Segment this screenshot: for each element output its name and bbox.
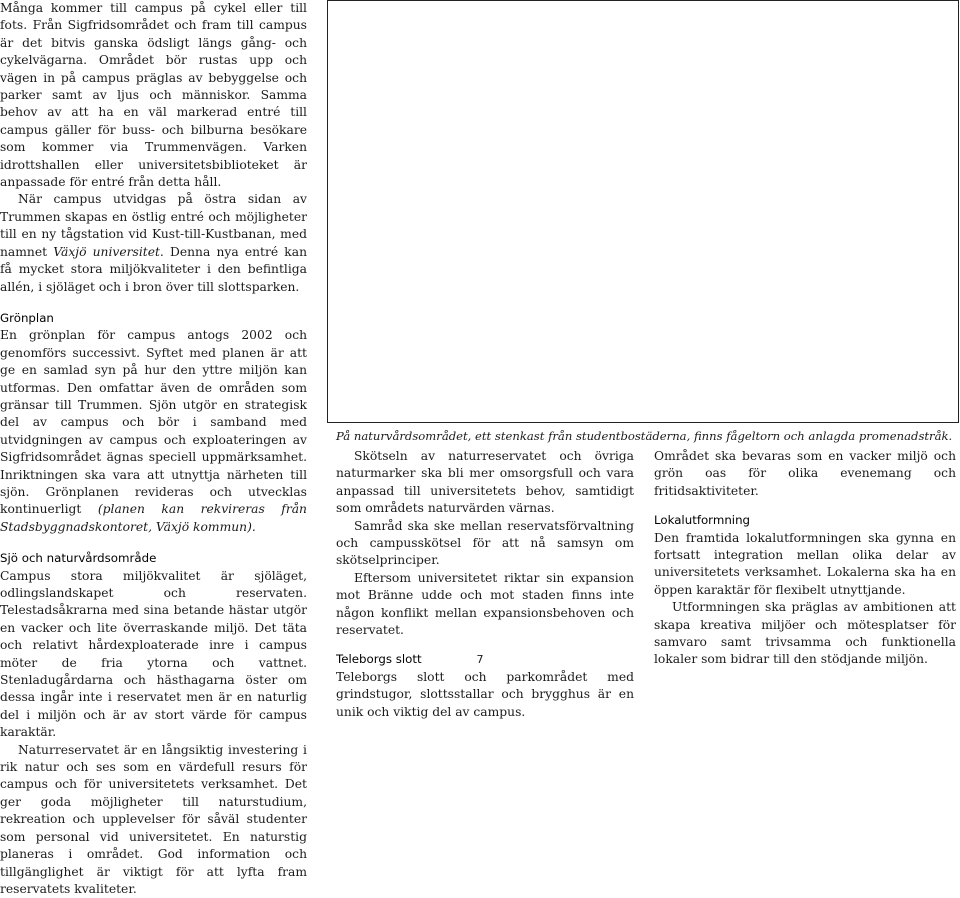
sjo-paragraph: Campus stora miljökvalitet är sjöläget, odlingslandskapet och reservaten. Telestadsåkrarna med sina betande hästar utgör en vacker och lite överraskande miljö. Det täta och relativt hårdexploaterade inre i campus möter de fria ytorna och vattnet. Stenladugårdarna och hästhagarna öster om dessa ingår inte i reservatet men är en naturlig del i miljön och är av stort värde för campus karaktär. <box>0 568 307 740</box>
left-column <box>0 0 307 898</box>
intro-paragraph: Många kommer till campus på cykel eller till fots. Från Sigfridsområdet och fram till campus är det bitvis ganska ödsligt längs gång- och cykelvägarna. Området bör rustas upp och vägen in på campus präglas av bebyggelse och parker samt av ljus och människor. Samma behov av att ha en väl markerad entré till campus gäller för buss- och bilburna besökare som kommer via Trummenvägen. Varken idrottshallen eller universitetsbiblioteket är anpassade för entré från detta håll. <box>0 1 307 190</box>
heading-teleborgs-slott: Teleborgs slott <box>336 652 422 667</box>
samrad-paragraph: Samråd ska ske mellan reservatsförvaltning och campusskötsel för att nå samsyn om skötselprinciper. <box>336 518 634 568</box>
gronplan-note: (planen kan rekvireras från Stadsbyggnadskontoret, Växjö kommun). <box>0 502 307 534</box>
skotsel-paragraph: Skötseln av naturreservatet och övriga naturmarker ska bli mer omsorgsfull och vara anpassad till universitetets behov, samtidigt som områdets naturvärden värnas. <box>336 449 634 516</box>
oas-paragraph: Området ska bevaras som en vacker miljö och grön oas för olika evenemang och fritidsaktiviteter. <box>654 449 956 498</box>
page-number: 7 <box>476 653 484 666</box>
east-entrance-paragraph <box>0 191 307 295</box>
heading-sjo-naturvard: Sjö och naturvårdsområde <box>0 551 157 566</box>
gronplan-paragraph <box>0 327 307 536</box>
utformning-paragraph: Utformningen ska präglas av ambitionen att skapa kreativa miljöer och mötesplatser för samvaro samt trivsamma och funktionella lokaler som bidrar till den stödjande miljön. <box>654 600 956 667</box>
lokal-paragraph: Den framtida lokalutformningen ska gynna en fortsatt integration mellan olika delar av universitetets verksamhet. Lokalerna ska ha en öppen karaktär för flexibelt utnyttjande. <box>654 530 956 597</box>
middle-column <box>336 448 634 721</box>
reservat-paragraph: Naturreservatet är en långsiktig investering i rik natur och ses som en värdefull resurs för campus och för universitetets verksamhet. Det ger goda möjligheter till naturstudium, rekreation och upplevelser för såväl studenter som personal vid universitetet. En naturstig planeras i området. God information och tillgänglighet är viktigt för att lyfta fram reservatets kvaliteter. <box>0 742 307 896</box>
gronplan-text: En grönplan för campus antogs 2002 och genomförs successivt. Syftet med planen är att ge en samlad syn på hur den yttre miljön kan utformas. Den omfattar även de områden som gränsar till Trummen. Sjön utgör en strategisk del av campus och bör i samband med utvidgningen av campus och exploateringen av Sigfridsområdet ägnas speciell uppmärksamhet. Inriktningen ska vara att utnyttja närheten till sjön. Grönplanen revideras och utvecklas kontinuerligt <box>0 328 307 517</box>
expansion-paragraph: Eftersom universitetet riktar sin expansion mot Bränne udde och mot staden finns inte någon konflikt mellan expansionsbehoven och reservatet. <box>336 570 634 638</box>
photo-frame <box>327 0 959 423</box>
teleborg-paragraph: Teleborgs slott och parkområdet med grindstugor, slottsstallar och brygghus är en unik och viktig del av campus. <box>336 669 634 719</box>
east-entrance-text-start: När campus utvidgas på östra sidan av Trummen skapas en östlig entré och möjligheter till en ny tågstation vid Kust-till-Kustbanan, med namnet <box>0 192 307 259</box>
right-column <box>654 448 956 669</box>
heading-gronplan: Grönplan <box>0 310 54 325</box>
station-name: Växjö universitet <box>53 244 160 259</box>
east-entrance-text-end: . Denna nya entré kan få mycket stora miljökvaliteter i den befintliga allén, i sjöläget och i bron över till slottsparken. <box>0 244 308 294</box>
heading-lokalutformning: Lokalutformning <box>654 513 751 528</box>
photo-caption: På naturvårdsområdet, ett stenkast från studentbostäderna, finns fågeltorn och anlagda promenadstråk. <box>336 429 953 443</box>
